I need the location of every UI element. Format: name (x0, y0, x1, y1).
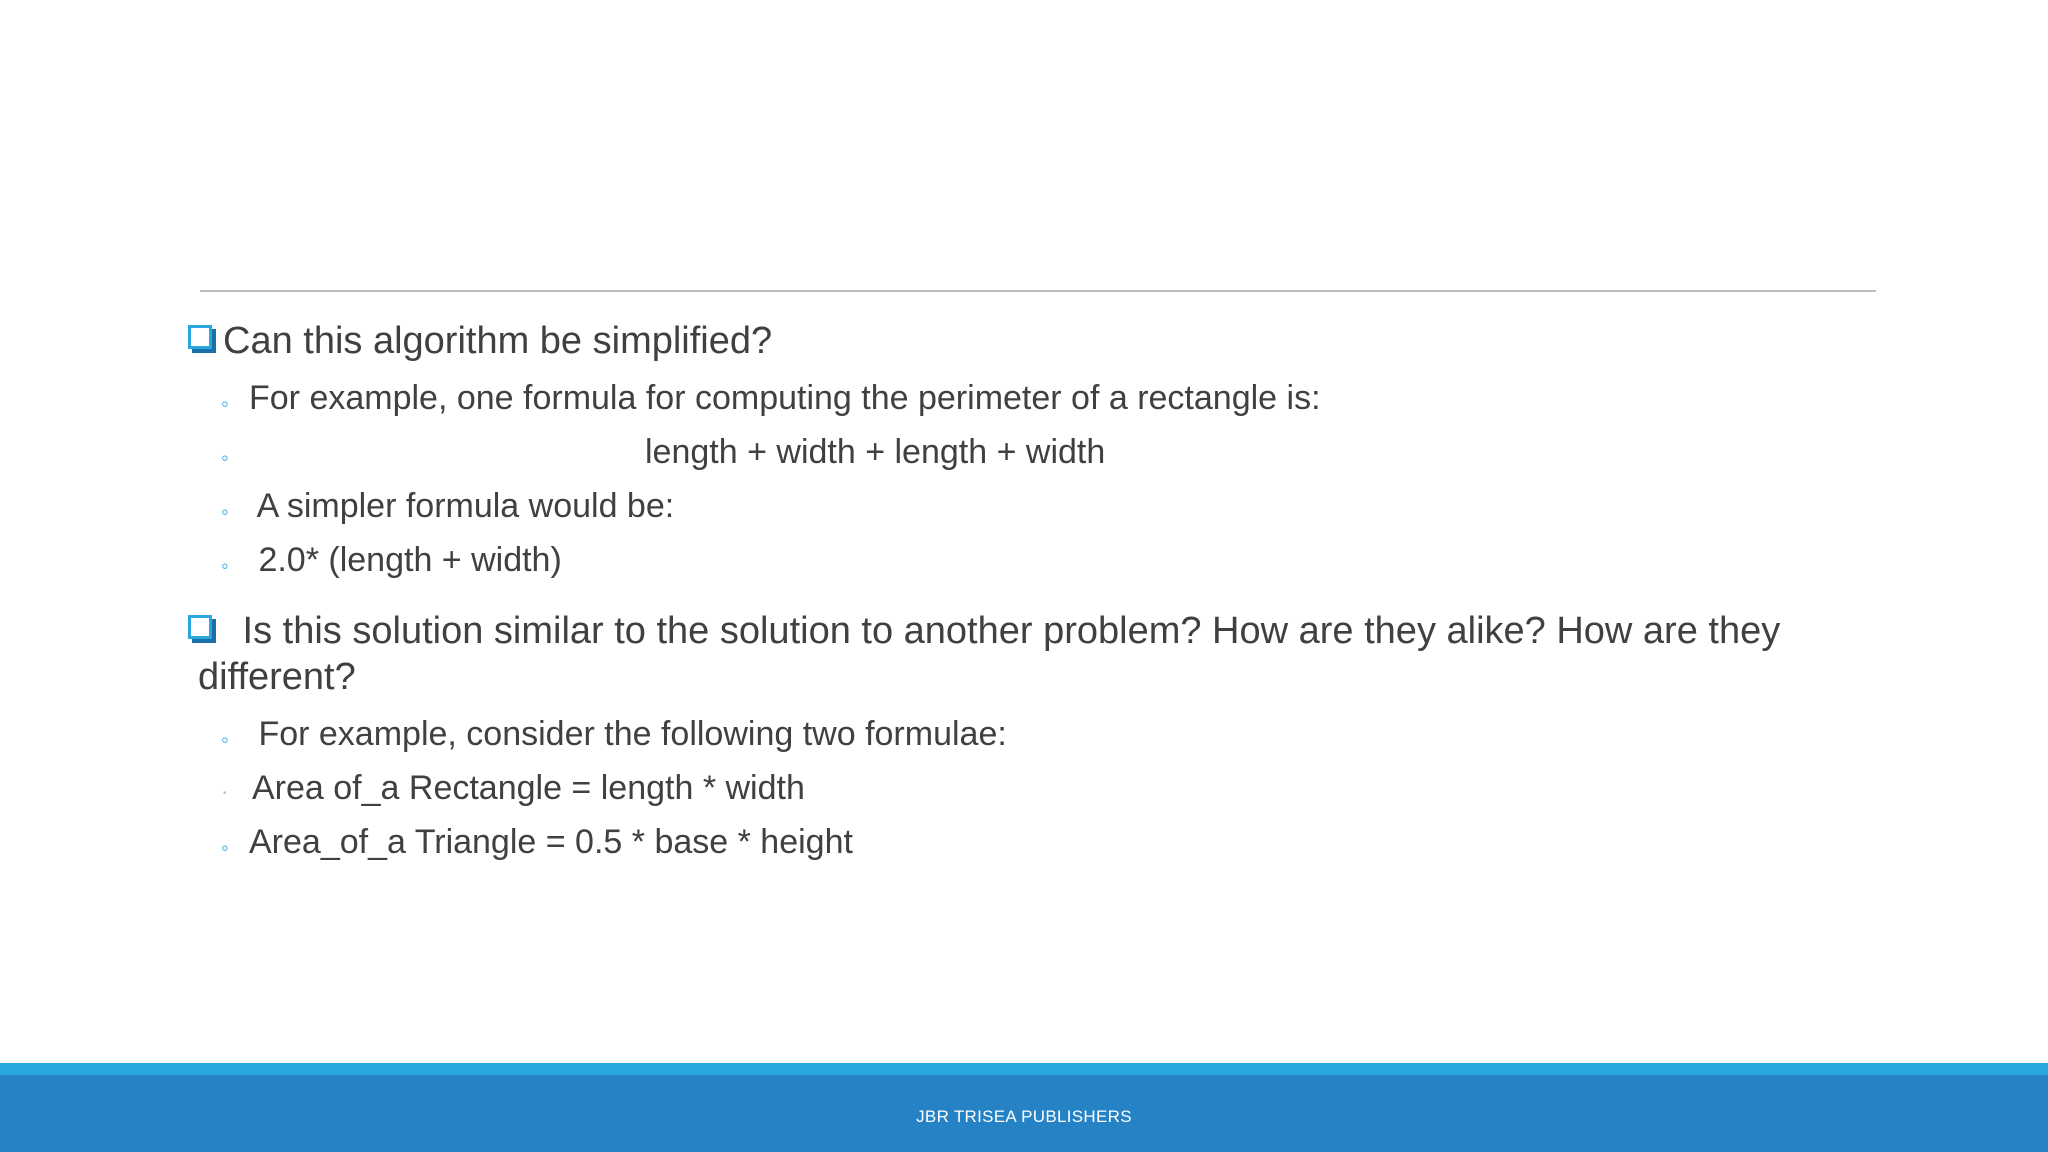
list-item-text: 2.0* (length + width) (249, 541, 562, 579)
circle-bullet-icon: ◦ (221, 553, 229, 578)
list-item-text: For example, consider the following two formulae: (249, 715, 1007, 753)
list-item-text: Area of_a Rectangle = length * width (252, 769, 805, 807)
section-heading-text: Is this solution similar to the solution to another problem? How are they alike? How are they (232, 610, 1781, 652)
circle-bullet-icon: ◦ (221, 835, 229, 860)
list-item-text: Area_of_a Triangle = 0.5 * base * height (249, 823, 853, 861)
list-item (186, 378, 1886, 418)
footer-bar (0, 1063, 2048, 1152)
list-item (186, 432, 1886, 472)
list-item (186, 486, 1886, 526)
circle-bullet-icon: ◦ (221, 445, 229, 470)
slide-content (186, 318, 1886, 862)
section-heading-text-continued: different? (198, 656, 356, 698)
list-item (186, 714, 1886, 754)
list-item-text: A simpler formula would be: (249, 487, 675, 525)
square-checkbox-icon (188, 615, 212, 639)
section-heading-text: Can this algorithm be simplified? (223, 320, 773, 362)
list-item (186, 768, 1886, 808)
square-checkbox-icon (188, 325, 212, 349)
list-item-text: For example, one formula for computing the perimeter of a rectangle is: (249, 379, 1321, 417)
section-heading (186, 608, 1886, 700)
list-item-text: length + width + length + width (645, 433, 1106, 471)
list-item (186, 540, 1886, 580)
list-item (186, 822, 1886, 862)
title-divider (200, 290, 1876, 292)
circle-bullet-icon: ◦ (221, 727, 229, 752)
circle-bullet-icon: • (223, 788, 227, 799)
section-heading (186, 318, 1886, 364)
circle-bullet-icon: ◦ (221, 391, 229, 416)
footer-text: JBR TRISEA PUBLISHERS (916, 1107, 1132, 1126)
circle-bullet-icon: ◦ (221, 499, 229, 524)
